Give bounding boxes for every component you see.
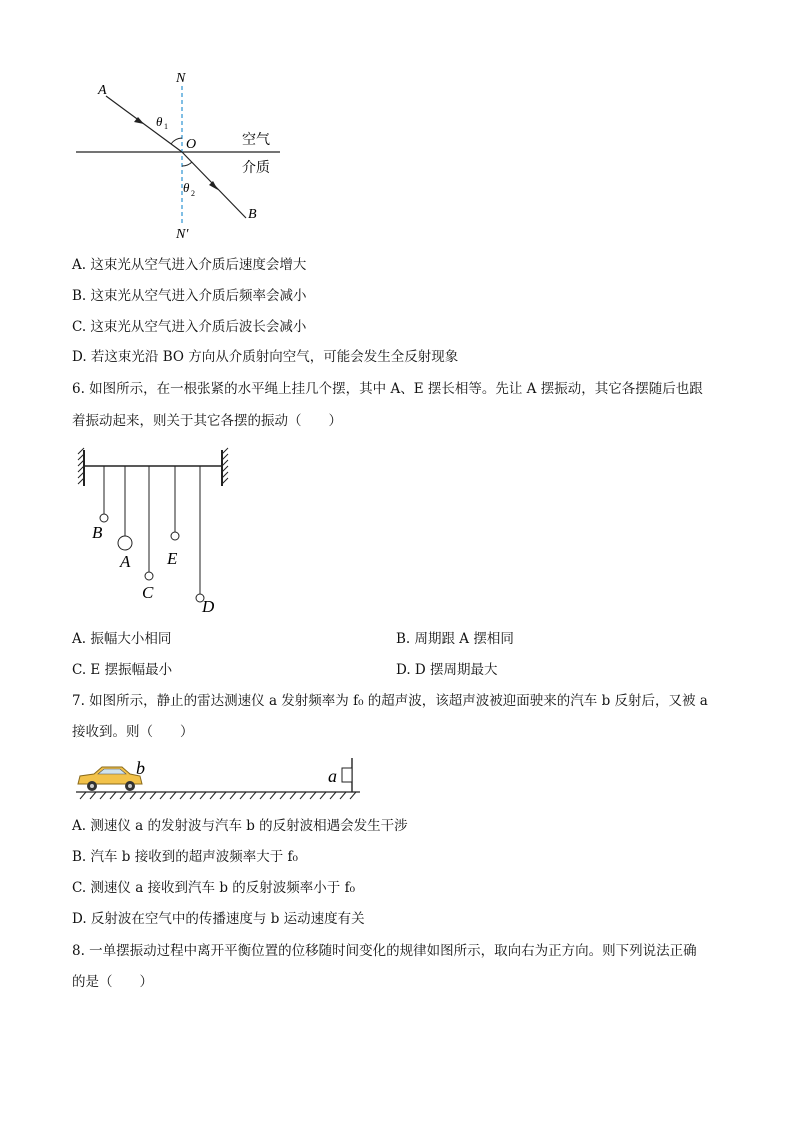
q5-option-c: C. 这束光从空气进入介质后波长会减小 xyxy=(72,319,307,335)
pendulum-a xyxy=(118,536,132,550)
label-A: A xyxy=(98,83,107,98)
q5-option-b: B. 这束光从空气进入介质后频率会减小 xyxy=(72,288,307,304)
label-N: N xyxy=(176,71,186,86)
q7-option-b: B. 汽车 b 接收到的超声波频率大于 f₀ xyxy=(72,849,298,865)
label-pendulum-d: D xyxy=(202,597,215,616)
radar-device xyxy=(342,768,352,782)
q6-option-b: B. 周期跟 A 摆相同 xyxy=(396,631,514,647)
label-N-prime: N′ xyxy=(176,227,189,242)
q5-option-d: D. 若这束光沿 BO 方向从介质射向空气，可能会发生全反射现象 xyxy=(72,349,459,365)
q7-stem-line2: 接收到。则（ ） xyxy=(72,724,194,740)
label-theta1-sub: 1 xyxy=(164,122,168,131)
pendulum-c xyxy=(145,572,153,580)
q8-stem-line1: 8. 一单摆振动过程中离开平衡位置的位移随时间变化的规律如图所示，取向右为正方向。则下列说法正确 xyxy=(72,943,697,959)
label-air: 空气 xyxy=(242,133,270,148)
label-car-b: b xyxy=(136,758,145,778)
q8-stem-line2: 的是（ ） xyxy=(72,974,153,990)
q5-option-a: A. 这束光从空气进入介质后速度会增大 xyxy=(72,257,307,273)
refraction-figure xyxy=(70,66,290,246)
q6-option-d: D. D 摆周期最大 xyxy=(396,662,498,678)
label-B: B xyxy=(248,207,257,222)
q6-stem-line1: 6. 如图所示，在一根张紧的水平绳上挂几个摆，其中 A、E 摆长相等。先让 A 摆振动，其它各摆随后也跟 xyxy=(72,381,703,397)
label-medium: 介质 xyxy=(242,161,270,176)
q6-option-c: C. E 摆振幅最小 xyxy=(72,662,173,678)
q7-option-a: A. 测速仪 a 的发射波与汽车 b 的反射波相遇会发生干涉 xyxy=(72,818,408,834)
label-radar-a: a xyxy=(328,766,337,786)
refracted-arrow xyxy=(209,181,218,190)
label-pendulum-b: B xyxy=(92,523,103,542)
label-O: O xyxy=(186,137,197,152)
q7-stem-line1: 7. 如图所示，静止的雷达测速仪 a 发射频率为 f₀ 的超声波，该超声波被迎面驶来的汽车 b 反射后，又被 a xyxy=(72,693,708,709)
label-pendulum-c: C xyxy=(142,583,154,602)
q7-option-d: D. 反射波在空气中的传播速度与 b 运动速度有关 xyxy=(72,911,365,927)
car-icon xyxy=(78,767,142,791)
label-theta1: θ xyxy=(156,114,163,129)
label-pendulum-e: E xyxy=(167,549,178,568)
pendulum-e xyxy=(171,532,179,540)
radar-car-figure xyxy=(74,754,366,804)
label-theta2: θ xyxy=(183,180,190,195)
pendulum-b xyxy=(100,514,108,522)
q7-option-c: C. 测速仪 a 接收到汽车 b 的反射波频率小于 f₀ xyxy=(72,880,355,896)
angle-arc-1 xyxy=(171,138,182,144)
angle-arc-2 xyxy=(182,162,192,166)
pendulum-figure xyxy=(76,446,236,616)
q6-stem-line2: 着振动起来，则关于其它各摆的振动（ ） xyxy=(72,413,342,429)
label-theta2-sub: 2 xyxy=(191,189,195,198)
q6-option-a: A. 振幅大小相同 xyxy=(72,631,172,647)
label-pendulum-a: A xyxy=(120,552,131,571)
